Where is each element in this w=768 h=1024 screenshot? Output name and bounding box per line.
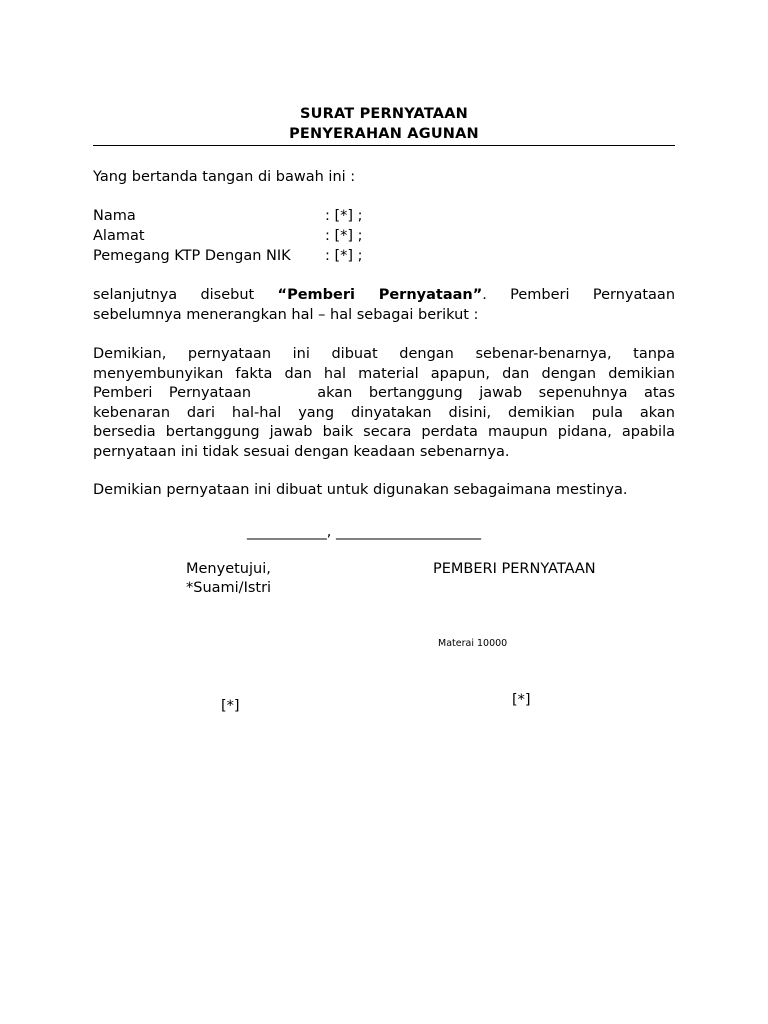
stamp-duty-note: Materai 10000 [438,638,508,649]
paragraph-designation-line1 [93,286,675,306]
place-date-line: ___________, ____________________ [247,524,481,540]
paragraph-designation [93,286,675,325]
declaration-line: menyembunyikan fakta dan hal material apapun, dan dengan demikian [93,365,675,382]
field-label-nik: Pemegang KTP Dengan NIK [93,248,291,264]
declaration-line: Pemberi Pernyataan akan bertanggung jawab sepenuhnya atas [93,385,675,401]
paragraph-declaration [93,345,675,462]
declaration-line: kebenaran dari hal-hal yang dinyatakan disini, demikian pula akan [93,404,675,421]
declarant-label: PEMBERI PERNYATAAN [433,561,596,577]
field-value-alamat: : [*] ; [325,228,363,244]
document-subtitle: PENYERAHAN AGUNAN [289,126,479,142]
closing-statement: Demikian pernyataan ini dibuat untuk digunakan sebagaimana mestinya. [93,482,628,498]
title-underline [93,145,675,146]
document-title: SURAT PERNYATAAN [299,106,468,122]
declaration-line: pernyataan ini tidak sesuai dengan keadaan sebenarnya. [93,443,510,460]
field-value-nama: : [*] ; [325,208,363,224]
declaration-line: bersedia bertanggung jawab baik secara perdata maupun pidana, apabila [93,424,675,440]
designation-text-end: . Pemberi Pernyataan [482,287,676,303]
declaration-line: Demikian, pernyataan ini dibuat dengan sebenar-benarnya, tanpa [93,346,675,362]
field-label-alamat: Alamat [93,228,145,244]
approval-label: Menyetujui, [186,561,271,577]
paragraph-designation-line2: sebelumnya menerangkan hal – hal sebagai berikut : [93,306,479,323]
spouse-label: *Suami/Istri [186,580,272,596]
designation-term: “Pemberi Pernyataan” [277,287,483,303]
intro-text: Yang bertanda tangan di bawah ini : [93,169,356,185]
spouse-signature-name: [*] [221,698,240,714]
declarant-signature-name: [*] [512,692,531,708]
field-label-nama: Nama [93,208,136,224]
field-value-nik: : [*] ; [325,248,363,264]
designation-text-start: selanjutnya disebut [93,287,255,303]
